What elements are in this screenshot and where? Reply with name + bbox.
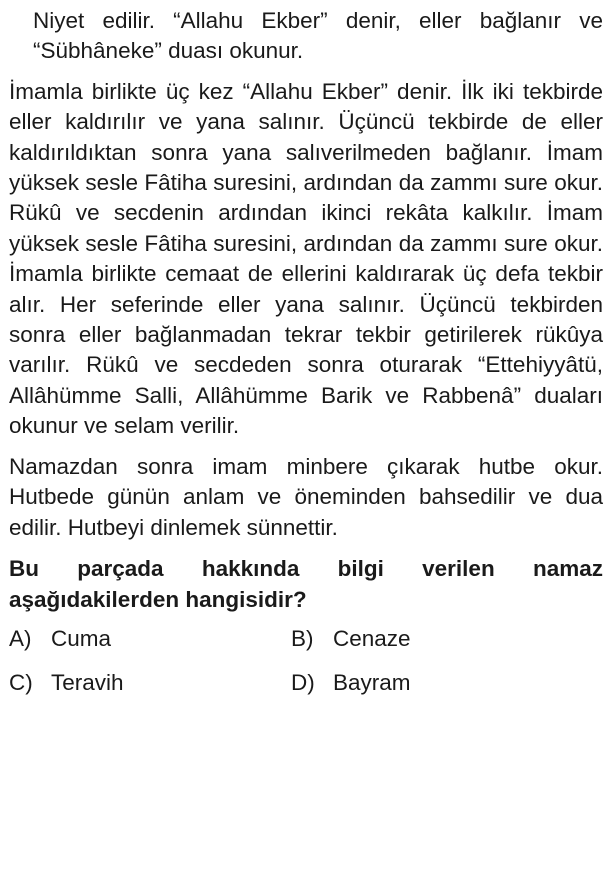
question-page xyxy=(9,6,603,698)
option-c[interactable] xyxy=(9,668,291,698)
passage-paragraph-3: Namazdan sonra imam minbere çıkarak hutbe okur. Hutbede günün anlam ve öneminden bahsedilir ve dua edilir. Hutbeyi dinlemek sünnettir. xyxy=(9,453,603,540)
option-b-text: Cenaze xyxy=(333,625,411,651)
answer-options xyxy=(9,624,603,698)
option-a[interactable] xyxy=(9,624,291,654)
option-d[interactable] xyxy=(291,668,573,698)
option-d-text: Bayram xyxy=(333,669,411,695)
option-d-letter: D) xyxy=(291,669,315,695)
option-c-text: Teravih xyxy=(51,669,124,695)
option-a-letter: A) xyxy=(9,625,32,651)
option-b[interactable] xyxy=(291,624,573,654)
passage-paragraph-1: Niyet edilir. “Allahu Ekber” denir, eller bağlanır ve “Sübhâneke” duası okunur. xyxy=(33,8,603,64)
option-a-text: Cuma xyxy=(51,625,112,651)
passage-paragraph-2: İmamla birlikte üç kez “Allahu Ekber” denir. İlk iki tekbirde eller kaldırılır ve yana salınır. Üçüncü tekbirde de eller kaldırıldıktan sonra yana salıverilmeden bağlanır. İmam yüksek sesle Fâtiha suresini, ardından da zammı sure okur. Rükû ve secdenin ardından ikinci rekâta kalkılır. İmam yüksek sesle Fâtiha suresini, ardından da zammı sure okur. İmamla birlikte cemaat de ellerini kaldırarak üç defa tekbir alır. Her seferinde eller yana salınır. Üçüncü tekbirden sonra eller bağlanmadan tekrar tekbir getirilerek rükûya varılır. Rükû ve secdeden sonra oturarak “Ettehiyyâtü, Allâhümme Salli, Allâhümme Barik ve Rabbenâ” duaları okunur ve selam verilir. xyxy=(9,78,603,439)
option-c-letter: C) xyxy=(9,669,33,695)
option-b-letter: B) xyxy=(291,625,314,651)
question-stem: Bu parçada hakkında bilgi verilen namaz aşağıdakilerden hangisidir? xyxy=(9,555,603,612)
